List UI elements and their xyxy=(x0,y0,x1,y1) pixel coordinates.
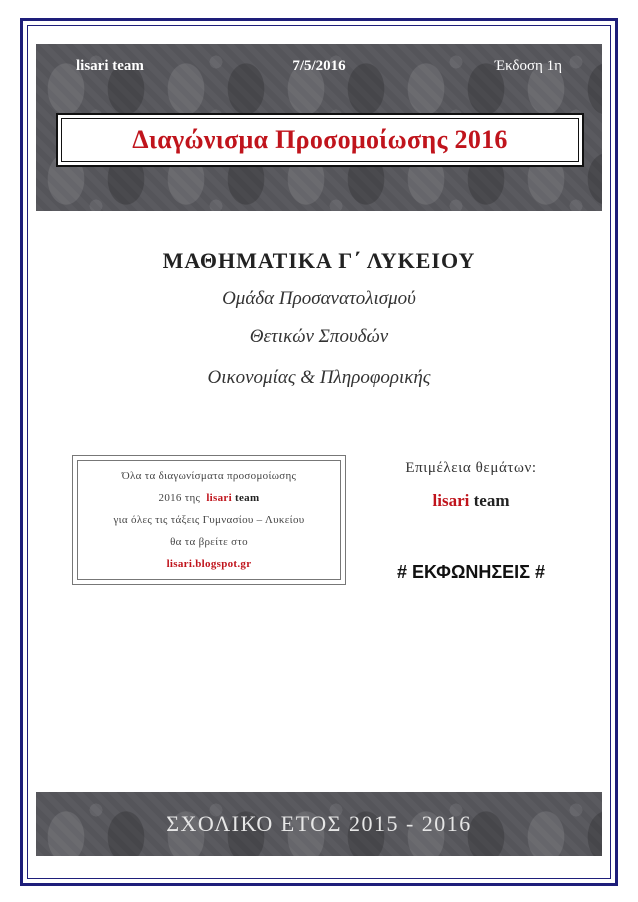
credits-team xyxy=(356,491,586,511)
document-title: Διαγώνισμα Προσομοίωσης 2016 xyxy=(132,125,508,154)
credits-lisari: lisari xyxy=(432,491,470,510)
header-edition: Έκδοση 1η xyxy=(494,58,562,74)
info-site-link[interactable]: lisari.blogspot.gr xyxy=(166,558,252,570)
info-line-2-prefix: 2016 της xyxy=(158,492,201,504)
info-line-4: θα τα βρείτε στο xyxy=(170,536,248,548)
header-date: 7/5/2016 xyxy=(292,58,346,74)
info-team: team xyxy=(235,492,260,504)
footer-band xyxy=(36,792,602,856)
stream-line-3: Οικονομίας & Πληροφορικής xyxy=(207,367,431,388)
info-line-2 xyxy=(159,492,260,504)
info-box-inner xyxy=(77,460,341,580)
school-year: ΣΧΟΛΙΚΟ ΕΤΟΣ 2015 - 2016 xyxy=(166,811,472,836)
info-line-1: Όλα τα διαγωνίσματα προσομοίωσης xyxy=(121,470,297,482)
title-box xyxy=(56,113,584,167)
statements-label: # ΕΚΦΩΝΗΣΕΙΣ # xyxy=(396,562,546,582)
header-team: lisari team xyxy=(76,58,144,74)
subject-heading: ΜΑΘΗΜΑΤΙΚΑ Γ΄ ΛΥΚΕΙΟΥ xyxy=(162,248,476,273)
info-line-3: για όλες τις τάξεις Γυμνασίου – Λυκείου xyxy=(113,514,305,526)
credits-label: Επιμέλεια θεμάτων: xyxy=(405,460,537,476)
stream-line-2: Θετικών Σπουδών xyxy=(249,326,389,347)
header-line xyxy=(36,58,602,75)
credits-team-word: team xyxy=(473,491,510,510)
info-lisari: lisari xyxy=(206,492,232,504)
credits xyxy=(356,460,586,511)
info-box xyxy=(72,455,346,585)
stream-line-1: Ομάδα Προσανατολισμού xyxy=(222,288,416,309)
